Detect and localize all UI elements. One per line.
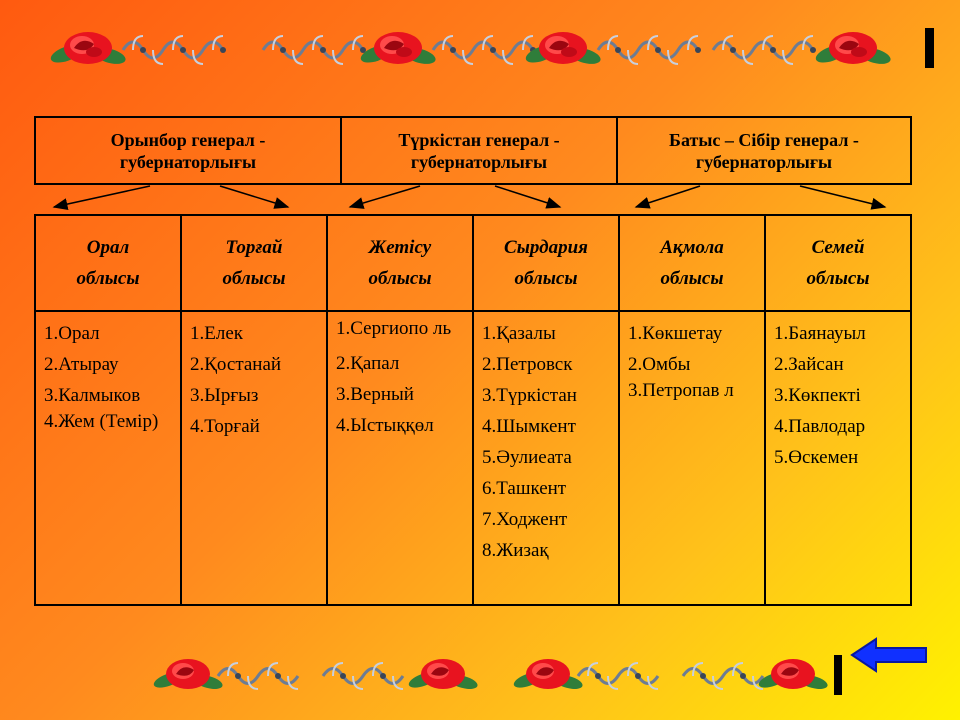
arrow-to-zhetisu (350, 186, 420, 207)
district-item: 4.Ыстыққөл (336, 415, 434, 436)
bottom-bar (834, 655, 842, 695)
district-item: 5.Әулиеата (482, 447, 572, 468)
region-suffix: облысы (514, 268, 578, 289)
region-suffix: облысы (222, 268, 286, 289)
arrow-to-semey (800, 186, 885, 207)
bottom-ornament (148, 648, 828, 704)
district-item: 7.Ходжент (482, 509, 568, 530)
region-districts (181, 311, 327, 605)
regions-table (34, 214, 912, 606)
region-header (181, 215, 327, 311)
region-suffix: облысы (368, 268, 432, 289)
region-name: Жетісу (368, 237, 432, 258)
flower-icon (512, 659, 584, 692)
region-header (765, 215, 911, 311)
region-districts (35, 311, 181, 605)
flower-icon (757, 659, 828, 692)
region-name: Орал (86, 237, 130, 258)
district-item: 1.Орал (44, 323, 100, 344)
governorate-subtitle: губернаторлығы (410, 151, 548, 172)
region-suffix: облысы (76, 268, 140, 289)
vine-ornament-icon (578, 663, 658, 689)
district-item: 2.Қапал (336, 353, 400, 374)
region-header (35, 215, 181, 311)
district-item: 3.Верный (336, 384, 414, 405)
vine-ornament-icon (323, 663, 403, 689)
region-name: Сырдария (504, 237, 588, 258)
vine-ornament-icon (218, 663, 298, 689)
governorate-title: Орынбор генерал - (110, 129, 266, 150)
district-item: 1.Сергиопо ль (336, 318, 452, 339)
vine-ornament-icon (683, 663, 763, 689)
arrow-to-syrdaria (495, 186, 560, 207)
district-item: 2.Омбы (628, 354, 691, 375)
district-item: 3.Калмыков (44, 385, 141, 406)
region-name: Ақмола (660, 237, 724, 258)
region-header (619, 215, 765, 311)
district-item: 8.Жизақ (482, 540, 549, 561)
district-item: 2.Қостанай (190, 354, 282, 375)
arrow-to-torgai (220, 186, 288, 207)
region-header (327, 215, 473, 311)
district-item: 1.Елек (190, 323, 244, 344)
flower-icon (407, 659, 479, 692)
district-item: 3.Ырғыз (190, 385, 259, 406)
arrow-to-akmola (636, 186, 700, 207)
region-name: Торғай (225, 237, 283, 258)
district-item: 1.Көкшетау (628, 323, 723, 344)
district-item: 6.Ташкент (482, 478, 567, 499)
region-districts (619, 311, 765, 605)
district-item: 4.Торғай (190, 416, 260, 437)
arrow-to-oral (54, 186, 150, 207)
flower-icon (152, 659, 224, 692)
district-item: 1.Қазалы (482, 323, 556, 344)
region-suffix: облысы (806, 268, 870, 289)
district-item: 4.Шымкент (482, 416, 576, 437)
region-districts (327, 311, 473, 605)
district-item: 1.Баянауыл (774, 323, 866, 344)
region-districts (765, 311, 911, 605)
district-item: 4.Павлодар (774, 416, 866, 437)
district-item: 2.Петровск (482, 354, 573, 375)
region-header (473, 215, 619, 311)
governorate-subtitle: губернаторлығы (695, 151, 833, 172)
district-item: 2.Зайсан (774, 354, 844, 375)
region-name: Семей (811, 237, 865, 258)
district-item: 5.Өскемен (774, 447, 859, 468)
district-item: 2.Атырау (44, 354, 119, 375)
district-item: 3.Түркістан (482, 385, 577, 406)
district-item: 4.Жем (Темір) (44, 411, 159, 432)
back-arrow-icon[interactable] (850, 635, 930, 675)
governorate-title: Түркістан генерал - (398, 129, 560, 150)
region-districts (473, 311, 619, 605)
governorate-subtitle: губернаторлығы (119, 151, 257, 172)
governorate-title: Батыс – Сібір генерал - (669, 129, 859, 150)
district-item: 3.Көкпекті (774, 385, 861, 406)
district-item: 3.Петропав л (628, 380, 734, 401)
region-suffix: облысы (660, 268, 724, 289)
